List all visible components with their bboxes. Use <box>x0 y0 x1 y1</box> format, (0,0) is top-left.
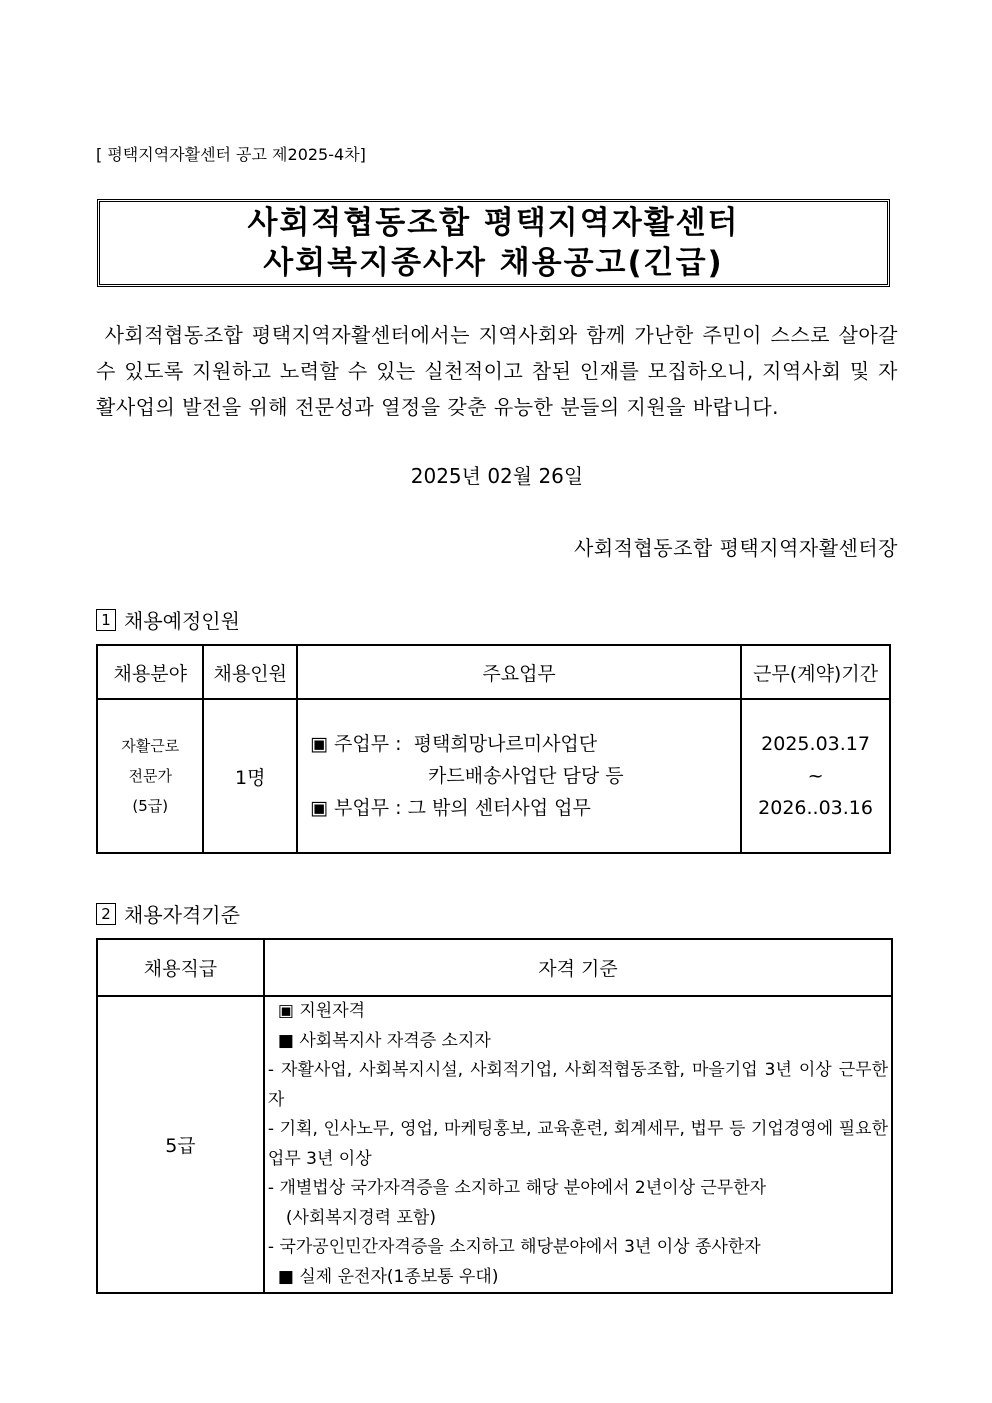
header-period: 근무(계약)기간 <box>741 645 890 699</box>
criteria-item: - 국가공인민간자격증을 소지하고 해당분야에서 3년 이상 종사한자 <box>267 1237 761 1257</box>
notice-date: 2025년 02월 26일 <box>410 464 584 488</box>
criteria-item: (사회복지경력 포함) <box>285 1207 436 1228</box>
period-separator: ~ <box>807 765 824 787</box>
table-row <box>97 996 892 1293</box>
notice-number: [ 평택지역자활센터 공고 제2025-4차] <box>96 145 366 164</box>
field-line: 전문가 <box>128 767 172 785</box>
recruitment-table <box>96 644 891 854</box>
field-line: (5급) <box>132 797 169 815</box>
criteria-item: - 기획, 인사노무, 영업, 마케팅홍보, 교육훈련, 회계세무, 법무 등 기업경영에 필요한 업무 3년 이상 <box>267 1119 888 1169</box>
header-grade: 채용직급 <box>97 939 264 996</box>
period-end: 2026..03.16 <box>758 797 873 819</box>
criteria-item: ■ 실제 운전자(1종보통 우대) <box>277 1266 499 1287</box>
duty-line: 카드배송사업단 담당 등 <box>428 765 624 787</box>
field-line: 자활근로 <box>121 737 180 755</box>
intro-text: 사회적협동조합 평택지역자활센터에서는 지역사회와 함께 가난한 주민이 스스로 살아갈 수 있도록 지원하고 노력할 수 있는 실천적이고 참된 인재를 모집하오니, 지역사회 및 자활사업의 발전을 위해 전문성과 열정을 갖춘 유능한 분들의 지원을 바랍니다. <box>96 323 899 419</box>
table-row <box>97 699 890 853</box>
duty-line: ▣ 부업무 : 그 밖의 센터사업 업무 <box>310 797 591 819</box>
period-start: 2025.03.17 <box>761 733 870 755</box>
header-duty: 주요업무 <box>297 645 741 699</box>
table-header-row <box>97 645 890 699</box>
intro-paragraph <box>96 317 898 425</box>
header-criteria: 자격 기준 <box>264 939 892 996</box>
criteria-item: - 개별법상 국가자격증을 소지하고 해당 분야에서 2년이상 근무한자 <box>267 1178 767 1198</box>
grade-cell: 5급 <box>97 996 264 1293</box>
period-cell <box>741 699 890 853</box>
header-count: 채용인원 <box>203 645 297 699</box>
signer: 사회적협동조합 평택지역자활센터장 <box>574 536 898 560</box>
header-field: 채용분야 <box>97 645 203 699</box>
section-2-number: 2 <box>96 903 116 925</box>
criteria-item: - 자활사업, 사회복지시설, 사회적기업, 사회적협동조합, 마을기업 3년 이상 근무한 자 <box>267 1060 888 1110</box>
section-1-number: 1 <box>96 609 116 631</box>
criteria-item: ■ 사회복지사 자격증 소지자 <box>277 1030 491 1051</box>
title-line-2: 사회복지종사자 채용공고(긴급) <box>263 245 724 281</box>
criteria-item: ▣ 지원자격 <box>277 1001 366 1021</box>
duty-line: ▣ 주업무 : 평택희망나르미사업단 <box>310 733 598 755</box>
section-1-heading <box>96 605 240 634</box>
field-cell <box>97 699 203 853</box>
table-header-row <box>97 939 892 996</box>
section-2-title: 채용자격기준 <box>124 903 240 927</box>
section-1-title: 채용예정인원 <box>124 609 240 633</box>
title-line-1: 사회적협동조합 평택지역자활센터 <box>247 205 740 241</box>
count-cell: 1명 <box>203 699 297 853</box>
title-box <box>97 199 890 287</box>
section-2-heading <box>96 899 240 928</box>
criteria-cell <box>264 996 892 1293</box>
qualification-table <box>96 938 893 1294</box>
duty-cell <box>297 699 741 853</box>
